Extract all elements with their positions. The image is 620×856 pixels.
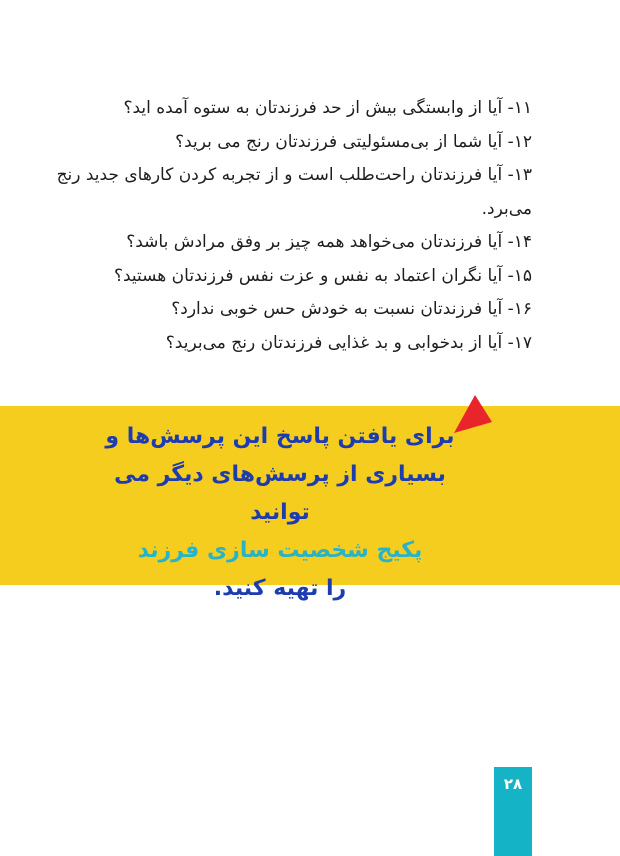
question-item: ۱۱- آیا از وابستگی بیش از حد فرزندتان به ستوه آمده اید؟ <box>123 98 532 118</box>
question-item: ۱۴- آیا فرزندتان می‌خواهد همه چیز بر وفق مرادش باشد؟ <box>126 232 532 252</box>
promo-text <box>100 418 460 608</box>
promo-highlight: پکیج شخصیت سازی فرزند <box>137 538 423 563</box>
question-item: ۱۷- آیا از بدخوابی و بد غذایی فرزندتان رنج می‌برید؟ <box>165 332 532 353</box>
question-list <box>42 92 532 360</box>
promo-line: را تهیه کنید. <box>213 576 347 601</box>
question-item: ۱۲- آیا شما از بی‌مسئولیتی فرزندتان رنج می برید؟ <box>175 131 532 152</box>
page-number: ۲۸ <box>503 775 523 793</box>
promo-line: بسیاری از پرسش‌های دیگر می توانید <box>114 462 446 525</box>
question-item: ۱۶- آیا فرزندتان نسبت به خودش حس خوبی ندارد؟ <box>171 299 532 319</box>
question-item: ۱۵- آیا نگران اعتماد به نفس و عزت نفس فرزندتان هستید؟ <box>113 265 532 286</box>
question-item: ۱۳- آیا فرزندتان راحت‌طلب است و از تجربه کردن کارهای جدید رنج می‌برد. <box>56 165 532 219</box>
promo-line: برای یافتن پاسخ این پرسش‌ها و <box>105 424 455 449</box>
